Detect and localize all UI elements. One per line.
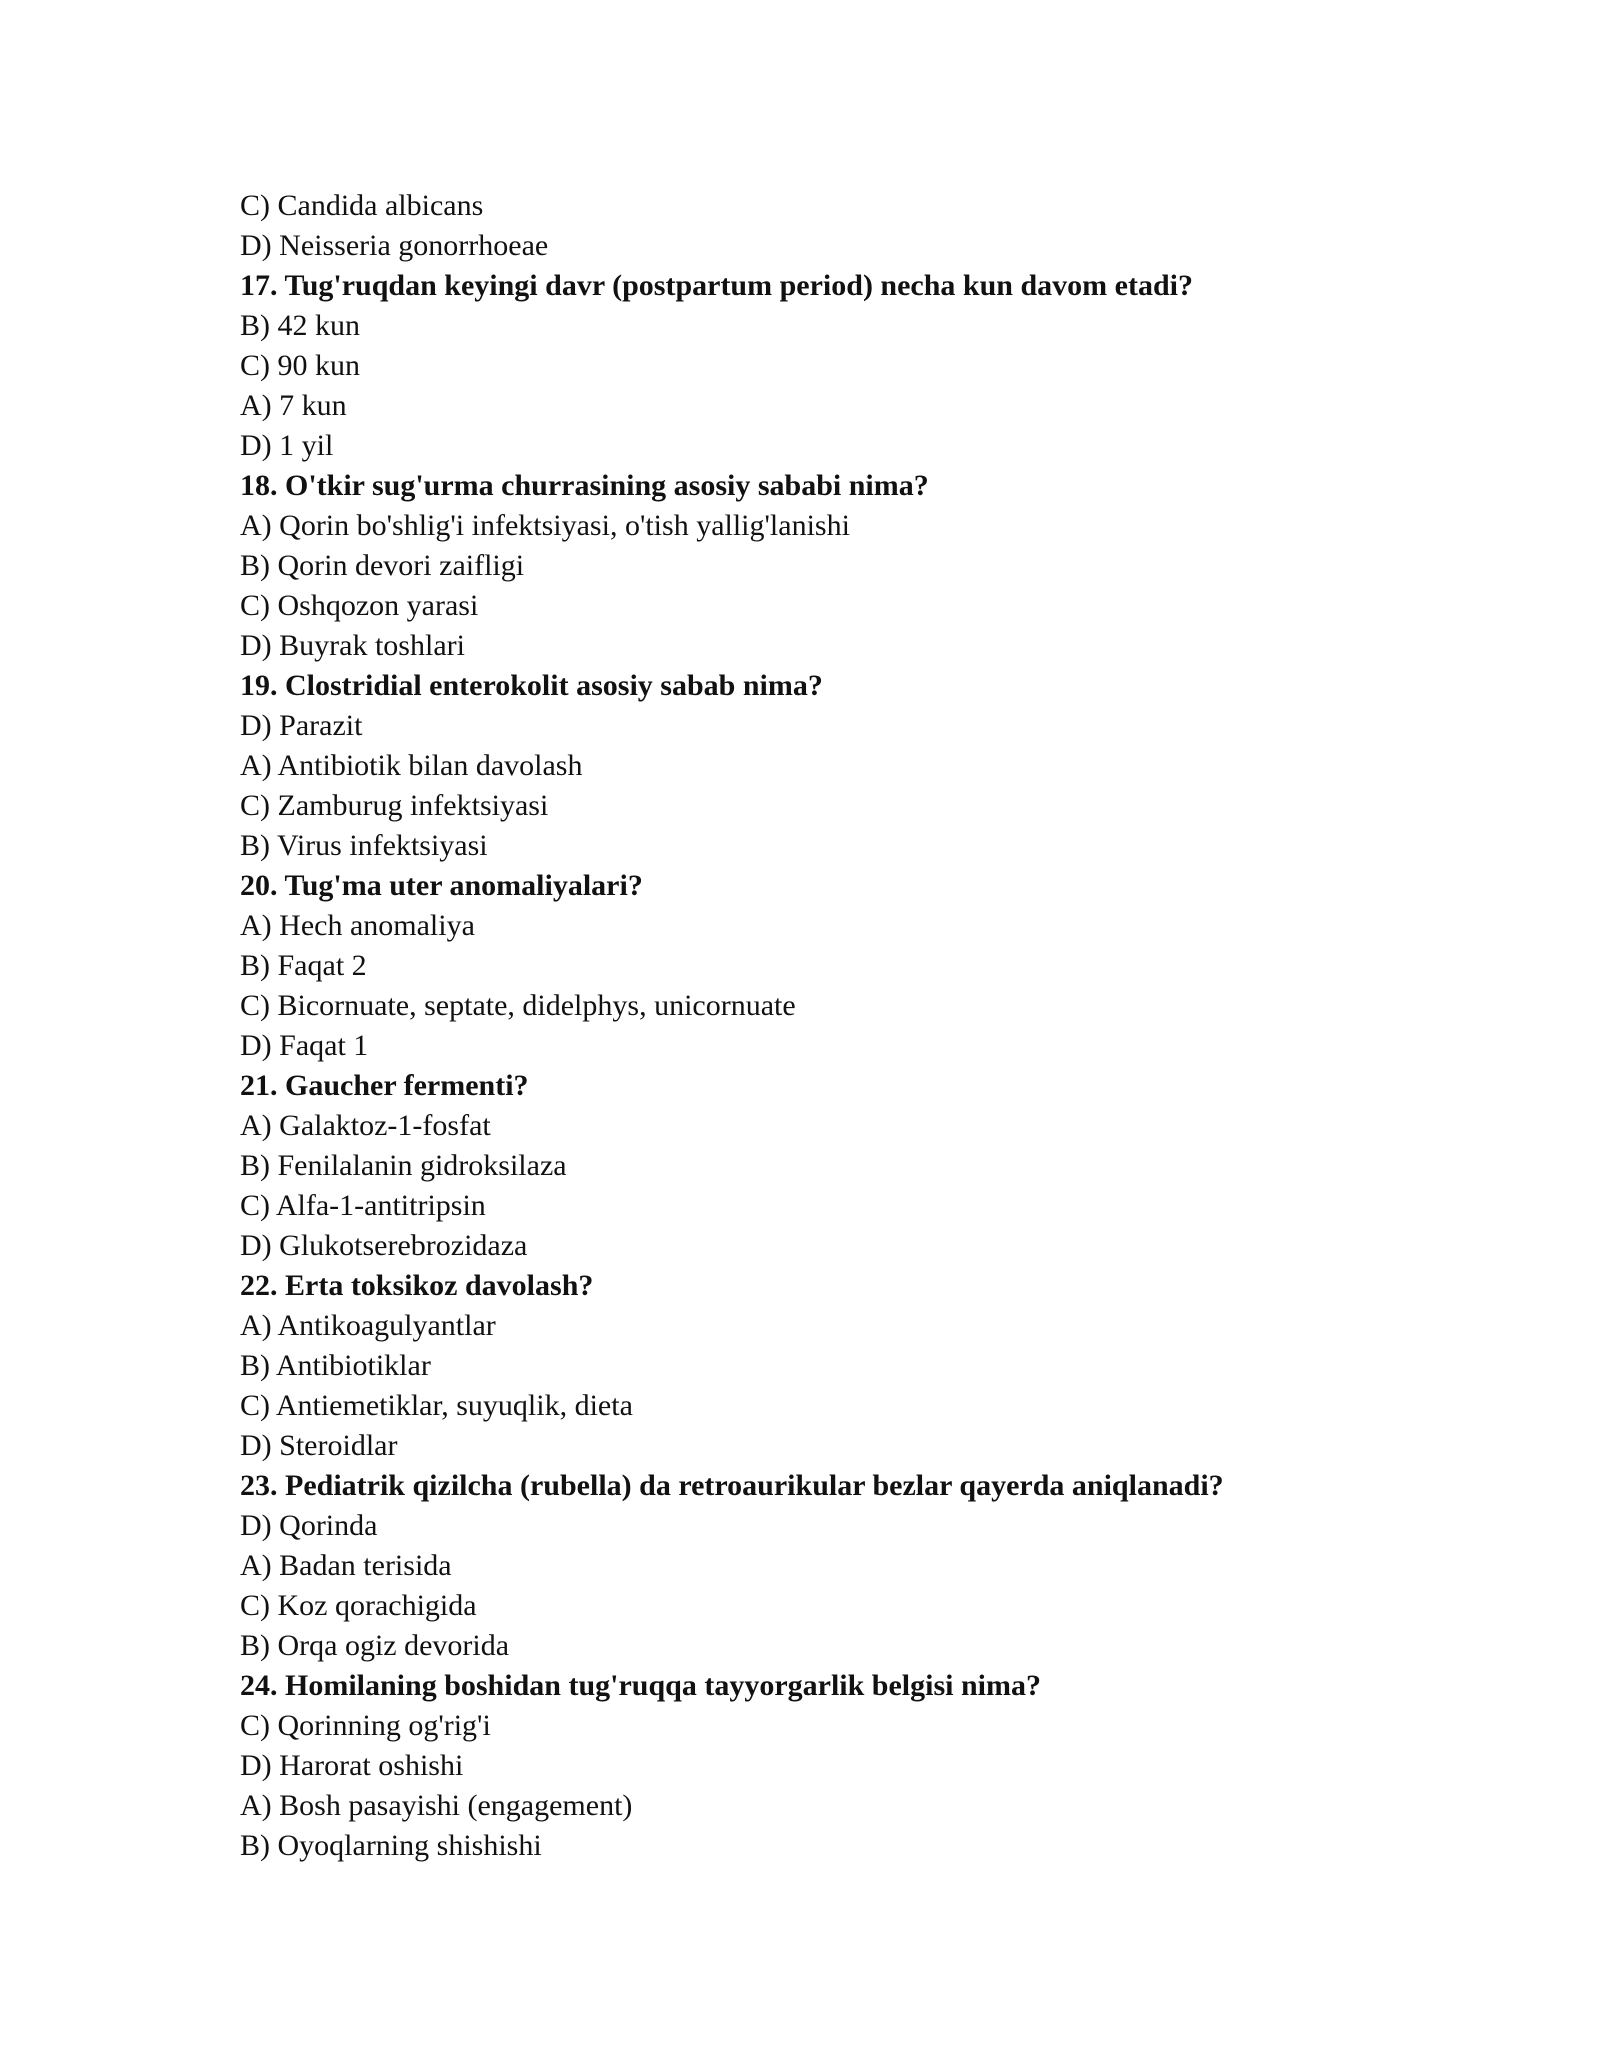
answer-option: C) 90 kun — [240, 349, 360, 382]
answer-option: C) Antiemetiklar, suyuqlik, dieta — [240, 1389, 633, 1422]
answer-option: D) 1 yil — [240, 429, 334, 462]
question-text: 24. Homilaning boshidan tug'ruqqa tayyorgarlik belgisi nima? — [240, 1669, 1041, 1702]
question-text: 23. Pediatrik qizilcha (rubella) da retroaurikular bezlar qayerda aniqlanadi? — [240, 1469, 1224, 1502]
answer-option: C) Koz qorachigida — [240, 1589, 477, 1622]
answer-option: A) Qorin bo'shlig'i infektsiyasi, o'tish yallig'lanishi — [240, 509, 850, 542]
question-text: 19. Clostridial enterokolit asosiy sabab nima? — [240, 669, 823, 702]
answer-option: B) 42 kun — [240, 309, 360, 342]
answer-option: D) Parazit — [240, 709, 363, 742]
answer-option: C) Candida albicans — [240, 189, 484, 222]
answer-option: D) Qorinda — [240, 1509, 378, 1542]
answer-option: D) Faqat 1 — [240, 1029, 369, 1062]
answer-option: C) Alfa-1-antitripsin — [240, 1189, 486, 1222]
answer-option: B) Fenilalanin gidroksilaza — [240, 1149, 567, 1182]
answer-option: A) Antikoagulyantlar — [240, 1309, 496, 1342]
question-block — [240, 466, 1420, 666]
answer-option: A) 7 kun — [240, 389, 347, 422]
answer-option: B) Orqa ogiz devorida — [240, 1629, 510, 1662]
answer-option: B) Antibiotiklar — [240, 1349, 431, 1382]
answer-option: A) Galaktoz-1-fosfat — [240, 1109, 491, 1142]
question-block — [240, 1266, 1420, 1466]
answer-option: C) Qorinning og'rig'i — [240, 1709, 491, 1742]
answer-option: A) Antibiotik bilan davolash — [240, 749, 583, 782]
answer-option: D) Buyrak toshlari — [240, 629, 465, 662]
answer-option: B) Qorin devori zaifligi — [240, 549, 525, 582]
answer-option: C) Oshqozon yarasi — [240, 589, 479, 622]
question-text: 17. Tug'ruqdan keyingi davr (postpartum period) necha kun davom etadi? — [240, 269, 1193, 302]
question-text: 22. Erta toksikoz davolash? — [240, 1269, 594, 1302]
answer-option: B) Faqat 2 — [240, 949, 367, 982]
answer-option: B) Oyoqlarning shishishi — [240, 1829, 542, 1862]
question-text: 21. Gaucher fermenti? — [240, 1069, 529, 1102]
question-text: 20. Tug'ma uter anomaliyalari? — [240, 869, 643, 902]
answer-option: D) Steroidlar — [240, 1429, 398, 1462]
answer-option: D) Glukotserebrozidaza — [240, 1229, 528, 1262]
answer-option: C) Bicornuate, septate, didelphys, unicornuate — [240, 989, 796, 1022]
answer-option: A) Bosh pasayishi (engagement) — [240, 1789, 633, 1822]
answer-option: C) Zamburug infektsiyasi — [240, 789, 549, 822]
answer-option: D) Harorat oshishi — [240, 1749, 464, 1782]
answer-option: D) Neisseria gonorrhoeae — [240, 229, 549, 262]
answer-option: A) Badan terisida — [240, 1549, 452, 1582]
answer-option: B) Virus infektsiyasi — [240, 829, 488, 862]
question-block — [240, 266, 1420, 466]
question-block — [240, 1666, 1420, 1866]
question-block — [240, 1066, 1420, 1266]
answer-option: A) Hech anomaliya — [240, 909, 475, 942]
question-text: 18. O'tkir sug'urma churrasining asosiy sababi nima? — [240, 469, 929, 502]
question-block — [240, 1466, 1420, 1666]
question-block — [240, 866, 1420, 1066]
question-block — [240, 666, 1420, 866]
document-page — [240, 186, 1420, 1866]
